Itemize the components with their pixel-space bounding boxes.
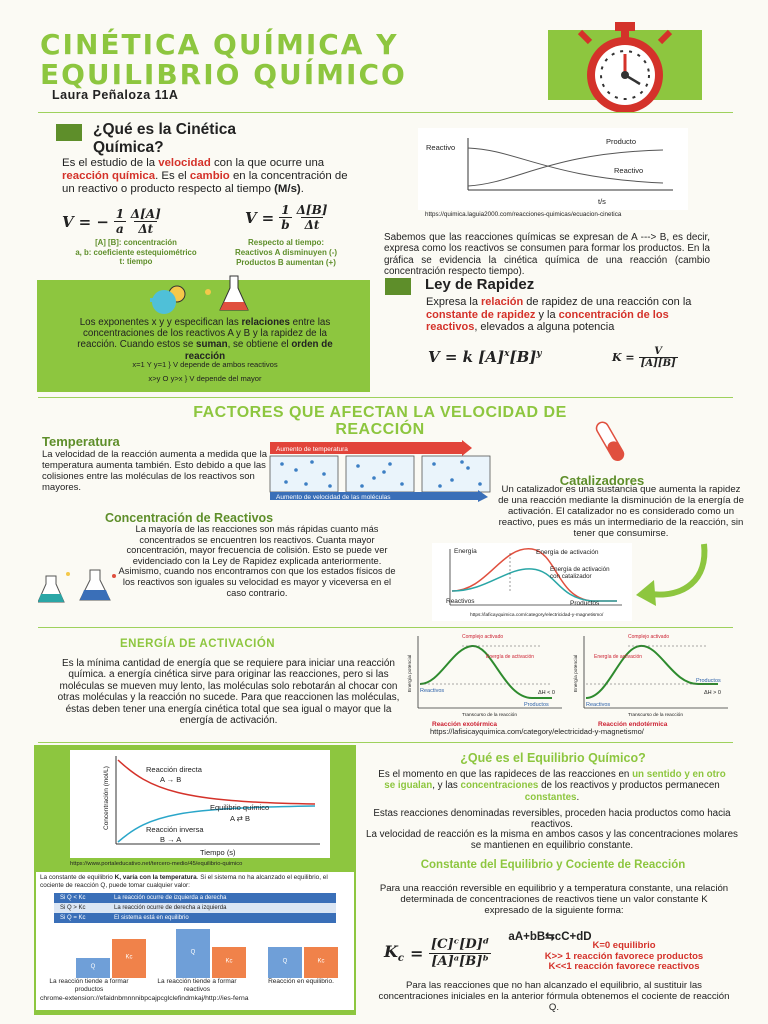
exo-ylabel: Energía potencial bbox=[408, 654, 413, 692]
title-line-1: CINÉTICA QUÍMICA Y bbox=[40, 28, 399, 61]
constant-text: Para una reacción reversible en equilibrio y a temperatura constante, una relación determinada de concentraciones de reactivos tiene un valor constante K expresado de la siguiente forma: bbox=[379, 883, 729, 917]
graph-label-reactivo: Reactivo bbox=[614, 166, 644, 175]
exo-energia-act: Energía de activación bbox=[486, 654, 535, 660]
endo-ylabel: Energía potencial bbox=[574, 654, 579, 692]
divider-top bbox=[38, 112, 733, 113]
catalyst-graph-url: https://laficayquimica.com/category/electricidad-y-magnetismo/ bbox=[470, 613, 604, 618]
eq-graph-ylabel: Concentración (mol/L) bbox=[103, 766, 110, 830]
activation-heading: ENERGÍA DE ACTIVACIÓN bbox=[120, 638, 276, 650]
eq-graph-directa-eq: A → B bbox=[160, 775, 182, 784]
constant-heading: Constante del Equilibrio y Cociente de Reacción bbox=[420, 859, 686, 871]
exponents-note-1: x=1 Y y=1 } V depende de ambos reactivos bbox=[132, 360, 278, 369]
q-table-intro: La constante de equilibrio K, varía con la temperatura. Si el sistema no ha alcanzado el equilibrio, el cociente de reacción Q, puede tomar cualquier valor: bbox=[40, 874, 328, 889]
temp-arrow-bottom-label: Aumento de velocidad de las moléculas bbox=[276, 494, 391, 501]
equilibrium-graph-url: https://www.portaleducativo.net/tercero-medio/45/equilibrio-quimico bbox=[70, 861, 243, 867]
kinetics-graph-url: https://quimica.laguia2000.com/reacciones-quimicas/ecuacion-cinetica bbox=[425, 211, 622, 218]
exo-x: Transcurso de la reacción bbox=[462, 713, 518, 718]
kinetics-heading: ¿Qué es la Cinética Química? bbox=[93, 121, 236, 156]
bar-label: Kc bbox=[225, 958, 233, 965]
eq-graph-equilibrio: Equilibrio químico bbox=[210, 803, 270, 812]
concentration-text: La mayoría de las reacciones son más rápidas cuanto más concentrados se encuentren los reactivos. Cuanta mayor concentración, mayor frecuencia de colisión. Esto se puede ver evidenciado con la Ley de Rapidez explicada anteriormente. Asimismo, cuando nos encontramos con que los estados físicos de los reactivos son iguales su velocidad es mayor y viceversa en el caso contrario. bbox=[118, 524, 396, 598]
catalysts-text: Un catalizador es una sustancia que aumenta la rapidez de una reacción mediante la disminución de la energía de activación. El catalizador no es considerado como un reactivo, pues es más un intermediario de la reacción, sin tener que consumirse. bbox=[498, 484, 744, 539]
endo-productos: Productos bbox=[696, 678, 721, 684]
q-caption-3: Reacción en equilibrio. bbox=[268, 978, 334, 985]
eq-graph-equilibrio-eq: A ⇄ B bbox=[230, 814, 251, 823]
title-line-2: EQUILIBRIO QUÍMICO bbox=[40, 58, 407, 91]
q-table-url: chrome-extension://efaidnbmnnnibpcajpcglclefindmkaj/http://ies-ferna bbox=[40, 995, 249, 1002]
endo-complejo: Complejo activado bbox=[628, 634, 670, 640]
rate-note-right: Respecto al tiempo: Reactivos A disminuyen (-) Productos B aumentan (+) bbox=[234, 238, 338, 267]
bar-label: Q bbox=[190, 949, 196, 956]
final-text: Para las reacciones que no han alcanzado el equilibrio, al sustituir las concentraciones iniciales en la anterior fórmula obtenemos el cociente de reacción Q. bbox=[378, 980, 730, 1014]
test-tube-icon bbox=[588, 418, 634, 468]
exponents-text: Los exponentes x y y especifican las relaciones entre las concentraciones de los reactivos A y B y la rapidez de la reacción. Cuando estos se suman, se obtiene el orden de reacción bbox=[77, 317, 333, 362]
beakers-icon bbox=[38, 566, 120, 606]
concentration-heading: Concentración de Reactivos bbox=[105, 511, 274, 525]
author: Laura Peñaloza 11A bbox=[52, 88, 179, 102]
rate-law-equation: V = k $[A]^x[B]^y$ bbox=[428, 348, 542, 366]
graph-label-producto: Producto bbox=[606, 137, 637, 146]
activation-url: https://lafisicayquimica.com/category/electricidad-y-magnetismo/ bbox=[430, 727, 644, 736]
rate-law-heading: Ley de Rapidez bbox=[425, 276, 535, 293]
exothermic-graph bbox=[402, 632, 567, 728]
kinetics-intro: Es el estudio de la velocidad con la que ocurre una reacción química. Es el cambio en la concentración de un reactivo o producto respecto al tiempo (M/s). bbox=[62, 157, 348, 196]
eq-graph-xlabel: Tiempo (s) bbox=[200, 848, 236, 857]
kinetics-explain: Sabemos que las reacciones químicas se expresan de A ---> B, es decir, expresa como los reactivos se consumen para formar los productos. En la gráfica se evidencia la cinética química de una reacción (cambio concentración respecto tiempo). bbox=[384, 232, 710, 278]
exo-caption: Reacción exotérmica bbox=[432, 721, 498, 728]
q-row: Si Q > Kc La reacción ocurre de derecha a izquierda bbox=[54, 903, 336, 913]
equilibrium-p1: Es el momento en que las rapideces de las reacciones en un sentido y en otro se igualan, y las concentraciones de los reactivos y productos permanecen constantes. bbox=[378, 769, 726, 803]
endo-reactivos: Reactivos bbox=[586, 702, 611, 708]
rate-note-left: [A] [B]: concentración a, b: coeficiente estequiométrico t: tiempo bbox=[75, 238, 197, 266]
temp-arrow-top-label: Aumento de temperatura bbox=[276, 446, 348, 453]
q-caption-2: La reacción tiende a formar reactivos bbox=[157, 978, 237, 993]
rate-law-text: Expresa la relación de rapidez de una reacción con la constante de rapidez y la concentración de los reactivos, elevados a alguna potencia bbox=[426, 296, 692, 334]
heading-marker bbox=[56, 124, 82, 141]
reaction-equation: aA+bB⇆cC+dD bbox=[508, 931, 592, 943]
kinetics-graph bbox=[418, 128, 688, 210]
eq-graph-directa: Reacción directa bbox=[146, 765, 202, 774]
flasks-icon bbox=[142, 272, 260, 320]
rate-constant-equation: K = $\frac{V}{[A][B]}$ bbox=[612, 346, 676, 369]
endothermic-graph bbox=[568, 632, 733, 728]
q-row: Si Q = Kc El sistema está en equilibrio bbox=[54, 913, 336, 923]
temp-heading: Temperatura bbox=[42, 434, 120, 449]
rate-equation-a: V = − $\frac{1}{a}$ Δ[A] Δt bbox=[62, 207, 161, 236]
heading-marker bbox=[385, 278, 411, 295]
exo-dh: ΔH < 0 bbox=[538, 690, 555, 696]
catalyst-graph bbox=[432, 543, 632, 621]
equilibrium-p2: Estas reacciones denominadas reversibles, proceden hacia productos como hacia reactivos. bbox=[373, 808, 731, 831]
curved-arrow-icon bbox=[636, 540, 720, 606]
catalyst-graph-ea-cat-1: Energía de activación bbox=[550, 566, 610, 573]
page-title bbox=[40, 30, 480, 90]
endo-caption: Reacción endotérmica bbox=[598, 721, 668, 728]
divider-3 bbox=[38, 627, 733, 628]
exponents-note-2: x>y O y>x } V depende del mayor bbox=[148, 374, 262, 383]
equilibrium-graph bbox=[70, 750, 330, 858]
catalyst-graph-energia: Energía bbox=[454, 548, 477, 555]
equilibrium-heading: ¿Qué es el Equilibrio Químico? bbox=[460, 751, 646, 765]
divider-4 bbox=[38, 742, 733, 743]
factors-heading: FACTORES QUE AFECTAN LA VELOCIDAD DE REACCIÓN bbox=[193, 404, 567, 438]
stopwatch-icon bbox=[570, 18, 680, 118]
endo-energia-act: Energía de activación bbox=[594, 654, 643, 660]
exo-reactivos: Reactivos bbox=[420, 688, 445, 694]
bar-label: Q bbox=[90, 964, 96, 970]
exo-complejo: Complejo activado bbox=[462, 634, 504, 640]
catalyst-graph-reactivos: Reactivos bbox=[446, 598, 475, 605]
temp-text: La velocidad de la reacción aumenta a medida que la temperatura aumenta también. Esto debido a que las colisiones entre las moléculas de los reactivos son mayores. bbox=[42, 449, 267, 493]
activation-text: Es la mínima cantidad de energía que se requiere para iniciar una reacción química. a energía cinética sirve para originar las reacciones, pero si las moléculas se mueven muy lento, las moléculas solo rebotarán al chocar con otras moléculas y la reacción no sucede. Para que reaccionen las moléculas, éstas deben tener una energía cinética total que sea igual o mayor que la energía de activación. bbox=[57, 658, 400, 727]
kc-equation: $K_c$ = $\frac{\text{[C]ᶜ[D]ᵈ}}{\text{[A]ᵃ[B]ᵇ}}$ bbox=[384, 937, 490, 969]
bar-label: Kc bbox=[317, 958, 325, 965]
graph-label-x: t/s bbox=[598, 197, 606, 206]
bar-label: Kc bbox=[125, 954, 133, 961]
temperature-diagram bbox=[262, 440, 492, 502]
eq-graph-inversa-eq: B → A bbox=[160, 835, 182, 844]
graph-label-reactivo-top: Reactivo bbox=[426, 143, 456, 152]
k-notes: K=0 equilibrio K>> 1 reacción favorece productos K<<1 reacción favorece reactivos bbox=[544, 940, 704, 973]
catalyst-graph-ea: Energía de activación bbox=[536, 549, 599, 556]
divider-2 bbox=[38, 397, 733, 398]
q-caption-1: La reacción tiende a formar productos bbox=[49, 978, 129, 993]
exo-productos: Productos bbox=[524, 702, 549, 708]
endo-dh: ΔH > 0 bbox=[704, 690, 721, 696]
catalyst-graph-productos: Productos bbox=[570, 600, 600, 607]
endo-x: Transcurso de la reacción bbox=[628, 713, 684, 718]
bar-label: Q bbox=[282, 958, 288, 965]
rate-equation-b: V = $\frac{1}{b}$ Δ[B] Δt bbox=[245, 203, 328, 232]
catalyst-graph-ea-cat-2: con catalizador bbox=[550, 573, 592, 580]
equilibrium-p3: La velocidad de reacción es la misma en ambos casos y las concentraciones molares se mantienen en equilibrio constante. bbox=[366, 829, 738, 852]
catalysts-heading: Catalizadores bbox=[559, 473, 645, 488]
q-row: Si Q < Kc La reacción ocurre de izquierda a derecha bbox=[54, 893, 336, 903]
eq-graph-inversa: Reacción inversa bbox=[146, 825, 204, 834]
